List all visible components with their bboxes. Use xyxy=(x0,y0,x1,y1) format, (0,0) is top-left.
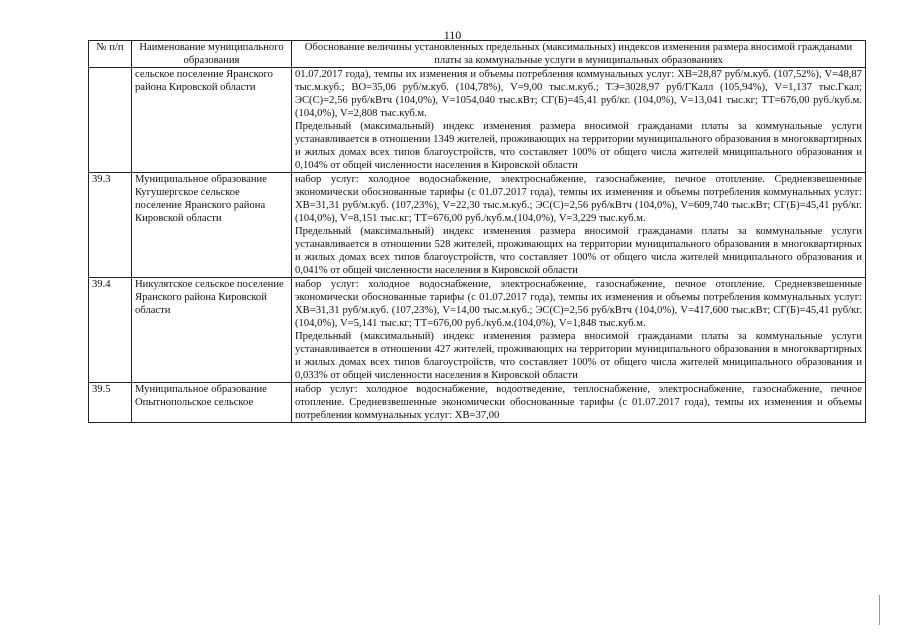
basis-tariffs: набор услуг: холодное водоснабжение, электроснабжение, газоснабжение, печное отопление. Средневзвешенные экономически обоснованные тарифы (с 01.07.2017 года), темпы их изменения и объемы потребления коммунальных услуг: ХВ=31,31 руб/м.куб. (107,23%), V=22,30 тыс.м.куб.; ЭС(С)=2,56 руб/кВтч (104,0%), V=609,740 тыс.кВт; СГ(Б)=45,41 руб/кг. (104,0%), V=8,151 тыс.кг; ТТ=676,00 руб./куб.м.(104,0%), V=3,229 тыс.куб.м. xyxy=(295,174,862,224)
row-num: 39.4 xyxy=(89,278,132,383)
row-num: 39.5 xyxy=(89,383,132,423)
basis-index: Предельный (максимальный) индекс изменения размера вносимой гражданами платы за коммунальные услуги устанавливается в отношении 1349 жителей, проживающих на территории муниципального образования в многоквартирных и жилых домах всех типов благоустройств, что составляет 100% от общего числа жителей мниципального образования и 0,104% от общей численности населения в Кировской области xyxy=(295,121,862,171)
basis-tariffs: набор услуг: холодное водоснабжение, электроснабжение, газоснабжение, печное отопление. Средневзвешенные экономически обоснованные тарифы (с 01.07.2017 года), темпы их изменения и объемы потребления коммунальных услуг: ХВ=31,31 руб/м.куб. (107,23%), V=14,00 тыс.м.куб.; ЭС(С)=2,56 руб/кВтч (104,0%), V=417,600 тыс.кВт; СГ(Б)=45,41 руб/кг. (104,0%), V=5,141 тыс.кг; ТТ=676,00 руб./куб.м.(104,0%), V=1,848 тыс.куб.м. xyxy=(295,279,862,329)
row-basis xyxy=(292,68,866,173)
row-municipality: сельское поселение Яранского района Кировской области xyxy=(132,68,292,173)
row-basis xyxy=(292,173,866,278)
row-num: 39.3 xyxy=(89,173,132,278)
margin-line xyxy=(879,595,880,625)
basis-index: Предельный (максимальный) индекс изменения размера вносимой гражданами платы за коммунальные услуги устанавливается в отношении 427 жителей, проживающих на территории муниципального образования в многоквартирных и жилых домах всех типов благоустройств, что составляет 100% от общего числа жителей мниципального образования и 0,033% от общей численности населения в Кировской области xyxy=(295,331,862,381)
row-num xyxy=(89,68,132,173)
tariff-table xyxy=(88,40,866,423)
row-basis xyxy=(292,383,866,423)
header-basis: Обоснование величины установленных предельных (максимальных) индексов изменения размера вносимой гражданами платы за коммунальные услуги в муниципальных образованиях xyxy=(292,41,866,68)
header-num: № п/п xyxy=(89,41,132,68)
page-number: 110 xyxy=(443,28,462,42)
table-row xyxy=(89,278,866,383)
row-municipality: Никулятское сельское поселение Яранского района Кировской области xyxy=(132,278,292,383)
row-municipality: Муниципальное образование Кугушергское сельское поселение Яранского района Кировской области xyxy=(132,173,292,278)
basis-index: Предельный (максимальный) индекс изменения размера вносимой гражданами платы за коммунальные услуги устанавливается в отношении 528 жителей, проживающих на территории муниципального образования в многоквартирных и жилых домах всех типов благоустройств, что составляет 100% от общего числа жителей мниципального образования и 0,041% от общей численности населения в Кировской области xyxy=(295,226,862,276)
table-row xyxy=(89,383,866,423)
table-row xyxy=(89,68,866,173)
table-header-row xyxy=(89,41,866,68)
row-municipality: Муниципальное образование Опытнопольское сельское xyxy=(132,383,292,423)
header-name: Наименование муниципального образования xyxy=(132,41,292,68)
row-basis xyxy=(292,278,866,383)
basis-tariffs: набор услуг: холодное водоснабжение, водоотведение, теплоснабжение, электроснабжение, газоснабжение, печное отопление. Средневзвешенные экономически обоснованные тарифы (с 01.07.2017 года), темпы их изменения и объемы потребления коммунальных услуг: ХВ=37,00 xyxy=(295,384,862,421)
table-row xyxy=(89,173,866,278)
basis-tariffs: 01.07.2017 года), темпы их изменения и объемы потребления коммунальных услуг: ХВ=28,87 руб/м.куб. (107,52%), V=48,87 тыс.м.куб.; ВО=35,06 руб/м.куб. (104,78%), V=9,00 тыс.м.куб.; ТЭ=3028,97 руб/ГКалл (105,94%), V=1,137 тыс.Гкал; ЭС(С)=2,56 руб/кВтч (104,0%), V=1054,040 тыс.кВт; СГ(Б)=45,41 руб/кг. (104,0%), V=13,041 тыс.кг; ТТ=676,00 руб./куб.м.(104,0%), V=2,808 тыс.куб.м. xyxy=(295,69,862,119)
